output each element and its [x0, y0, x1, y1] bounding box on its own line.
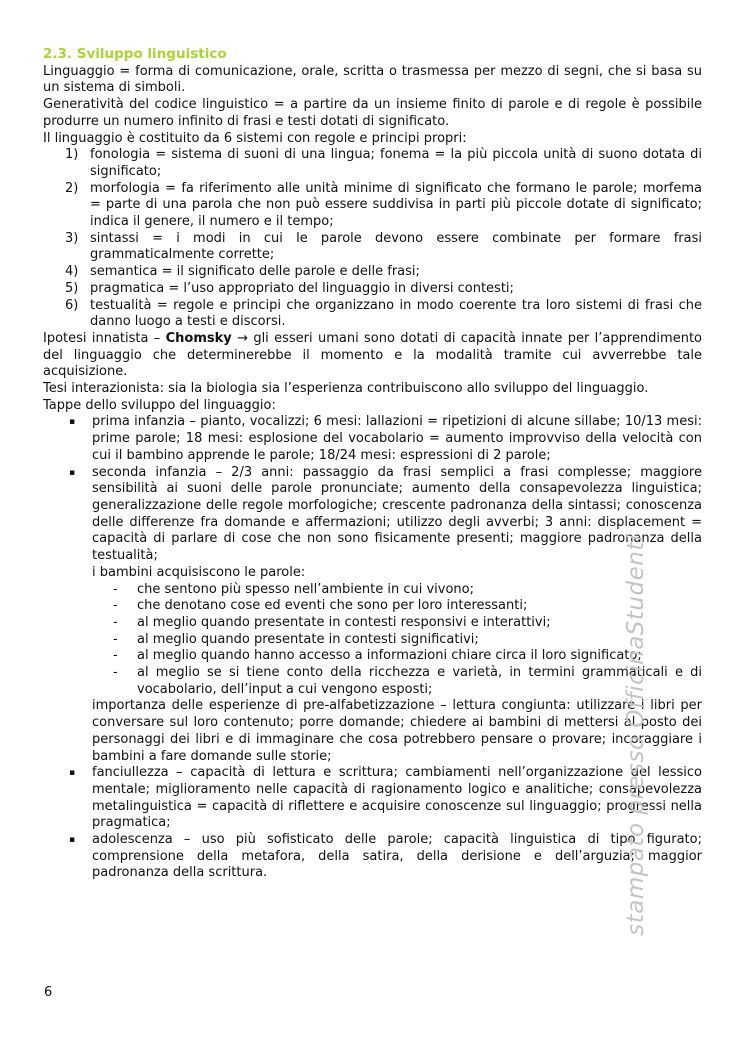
paragraph: Tesi interazionista: sia la biologia sia l’esperienza contribuiscono allo sviluppo del linguaggio.	[43, 381, 649, 397]
dash-marker: -	[113, 614, 118, 630]
watermark: stampato presso OfficinaStudenti	[623, 534, 649, 936]
dash-marker: -	[113, 581, 118, 597]
sublist-outro: importanza delle esperienze di pre-alfabetizzazione – lettura congiunta: utilizzare i libri per conversare sul loro contenuto; porre domande; chiedere ai bambini di mettersi al posto dei personaggi dei libri e di immaginare che cosa potrebbero pensare o provare; incoraggiare i bambini a fare domande sulle storie;	[92, 698, 702, 764]
sublist-item-text: che denotano cose ed eventi che sono per loro interessanti;	[137, 598, 528, 614]
paragraph-text: Ipotesi innatista –	[43, 330, 166, 346]
list-item	[43, 414, 702, 464]
list-item	[43, 281, 702, 298]
list-item	[43, 231, 702, 264]
paragraph-text: → gli esseri umani sono dotati di capacità innate per l’apprendimento del linguaggio che determinerebbe il momento e la modalità tramite cui avverrebbe tale acquisizione.	[43, 330, 702, 380]
sublist-item-text: al meglio quando presentate in contesti responsivi e interattivi;	[137, 614, 551, 630]
list-item-text: fanciullezza – capacità di lettura e scrittura; cambiamenti nell’organizzazione del lessico mentale; miglioramento nelle capacità di ragionamento logico e analitiche; consapevolezza metalinguistica = capacità di riflettere e acquisire conoscenze sul linguaggio; progressi nella pragmatica;	[92, 765, 702, 831]
list-item-text: seconda infanzia – 2/3 anni: passaggio da frasi semplici a frasi complesse; maggiore sensibilità ai suoni delle parole pronunciate; aumento della consapevolezza linguistica; generalizzazione delle regole morfologiche; crescente padronanza della sintassi; conoscenza delle differenze fra domande e affermazioni; utilizzo degli avverbi; 3 anni: displacement = capacità di parlare di cose che non sono fisicamente presenti; maggiore padronanza della testualità;	[92, 464, 702, 564]
list-item-text: morfologia = fa riferimento alle unità minime di significato che formano le parole; morfema = parte di una parola che non può essere suddivisa in parti più piccole dotate di significato; indica il genere, il numero e il tempo;	[90, 180, 702, 230]
list-item-text: testualità = regole e principi che organizzano in modo coerente tra loro sistemi di frasi che danno luogo a testi e discorsi.	[90, 297, 702, 330]
sublist-intro: i bambini acquisiscono le parole:	[92, 564, 306, 580]
sublist-item-text: al meglio quando presentate in contesti significativi;	[137, 631, 479, 647]
bullet-list	[43, 414, 702, 882]
list-number: 4)	[65, 264, 79, 280]
list-item-body	[92, 465, 702, 766]
list-item	[43, 264, 702, 281]
list-item	[43, 465, 702, 766]
dash-marker: -	[113, 665, 118, 681]
list-number: 5)	[65, 280, 79, 296]
sublist-item-text: che sentono più spesso nell’ambiente in cui vivono;	[137, 581, 474, 597]
sublist-item	[92, 665, 702, 698]
list-item	[43, 832, 702, 882]
list-item	[43, 147, 702, 180]
list-number: 3)	[65, 230, 79, 246]
author-name: Chomsky	[165, 330, 232, 346]
paragraph: Linguaggio = forma di comunicazione, orale, scritta o trasmessa per mezzo di segni, che si basa su un sistema di simboli.	[43, 63, 702, 96]
list-number: 1)	[65, 147, 79, 163]
list-number: 2)	[65, 180, 79, 196]
list-item-text: prima infanzia – pianto, vocalizzi; 6 mesi: lallazioni = ripetizioni di alcune sillabe; 10/13 mesi: prime parole; 18 mesi: esplosione del vocabolario = aumento improvviso della velocità con cui il bambino apprende le parole; 18/24 mesi: espressioni di 2 parole;	[92, 414, 702, 463]
bullet-square-icon: ▪	[69, 467, 76, 478]
sublist-item	[92, 648, 702, 665]
paragraph: Il linguaggio è costituito da 6 sistemi con regole e principi propri:	[43, 130, 467, 146]
dash-marker: -	[113, 648, 118, 664]
section-heading: 2.3. Sviluppo linguistico	[43, 46, 227, 62]
sublist-item	[92, 615, 702, 632]
sublist-item-text: al meglio se si tiene conto della ricchezza e varietà, in termini grammaticali e di vocabolario, dell’input a cui vengono esposti;	[137, 665, 702, 697]
sublist-item	[92, 632, 702, 649]
list-item-text: fonologia = sistema di suoni di una lingua; fonema = la più piccola unità di suono dotata di significato;	[90, 147, 702, 179]
paragraph: Generatività del codice linguistico = a partire da un insieme finito di parole e di regole è possibile produrre un numero infinito di frasi e testi dotati di significato.	[43, 97, 702, 129]
list-item-text: sintassi = i modi in cui le parole devono essere combinate per formare frasi grammaticalmente corrette;	[90, 230, 702, 263]
page-number: 6	[44, 985, 53, 1000]
numbered-list	[43, 147, 702, 331]
sublist-item	[92, 598, 702, 615]
paragraph-innatista	[43, 331, 702, 381]
list-item-text: semantica = il significato delle parole e delle frasi;	[90, 264, 420, 280]
list-item	[43, 181, 702, 231]
list-item-text: pragmatica = l’uso appropriato del linguaggio in diversi contesti;	[90, 280, 514, 296]
list-item	[43, 765, 702, 832]
list-item	[43, 298, 702, 331]
sublist-item-text: al meglio quando hanno accesso a informazioni chiare circa il loro significato;	[137, 648, 642, 664]
bullet-square-icon: ▪	[69, 768, 76, 779]
list-number: 6)	[65, 297, 79, 313]
dash-marker: -	[113, 631, 118, 647]
dash-sublist	[92, 582, 702, 699]
bullet-square-icon: ▪	[69, 835, 76, 846]
sublist-item	[92, 582, 702, 599]
bullet-square-icon: ▪	[69, 417, 76, 428]
dash-marker: -	[113, 598, 118, 614]
paragraph: Tappe dello sviluppo del linguaggio:	[43, 397, 276, 413]
list-item-text: adolescenza – uso più sofisticato delle parole; capacità linguistica di tipo figurato; comprensione della metafora, della satira, della derisione e dell’arguzia; maggior padronanza della scrittura.	[92, 832, 702, 881]
page-content	[43, 46, 702, 882]
